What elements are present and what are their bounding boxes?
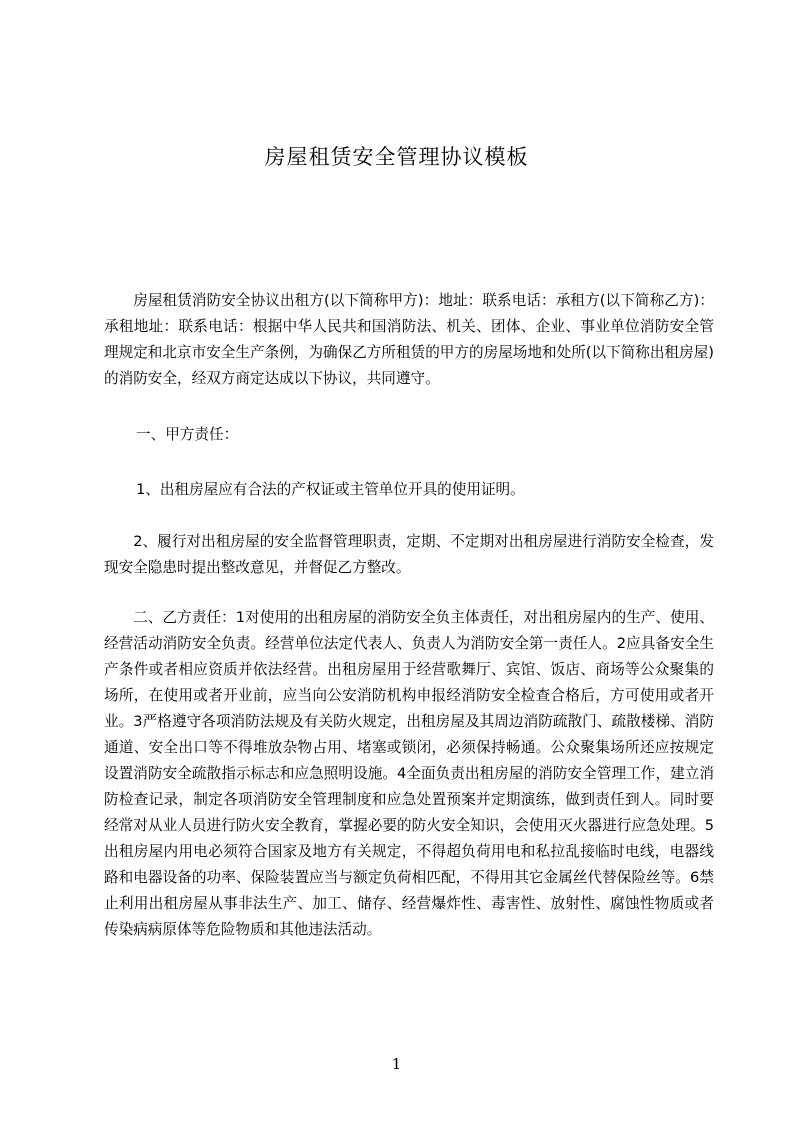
page-number: 1 (391, 1055, 402, 1073)
section-b-paragraph: 二、乙方责任：1对使用的出租房屋的消防安全负主体责任，对出租房屋内的生产、使用、经营活动消防安全负责。经营单位法定代表人、负责人为消防安全第一责任人。2应具备安全生产条件或者相应资质并依法经营。出租房屋用于经营歌舞厅、宾馆、饭店、商场等公众聚集的场所，在使用或者开业前，应当向公安消防机构申报经消防安全检查合格后，方可使用或者开业。3严格遵守各项消防法规及有关防火规定，出租房屋及其周边消防疏散门、疏散楼梯、消防通道、安全出口等不得堆放杂物占用、堵塞或锁闭，必须保持畅通。公众聚集场所还应按规定设置消防安全疏散指示标志和应急照明设施。4全面负责出租房屋的消防安全管理工作，建立消防检查记录，制定各项消防安全管理制度和应急处置预案并定期演练，做到责任到人。同时要经常对从业人员进行防火安全教育，掌握必要的防火安全知识，会使用灭火器进行应急处理。5出租房屋内用电必须符合国家及地方有关规定，不得超负荷用电和私拉乱接临时电线，电器线路和电器设备的功率、保险装置应当与额定负荷相匹配，不得用其它金属丝代替保险丝等。6禁止利用出租房屋从事非法生产、加工、储存、经营爆炸性、毒害性、放射性、腐蚀性物质或者传染病病原体等危险物质和其他违法活动。 (104, 609, 714, 938)
intro-paragraph: 房屋租赁消防安全协议出租方(以下简称甲方)：地址：联系电话：承租方(以下简称乙方)：承租地址：联系电话：根据中华人民共和国消防法、机关、团体、企业、事业单位消防安全管理规定和北京市安全生产条例，为确保乙方所租赁的甲方的房屋场地和处所(以下简称出租房屋)的消防安全，经双方商定达成以下协议，共同遵守。 (104, 292, 714, 387)
document-title: 房屋租赁安全管理协议模板 (264, 145, 529, 169)
section-a-item-1: 1、出租房屋应有合法的产权证或主管单位开具的使用证明。 (136, 481, 525, 498)
section-a-heading: 一、甲方责任： (136, 426, 239, 443)
section-a-item-2: 2、履行对出租房屋的安全监督管理职责，定期、不定期对出租房屋进行消防安全检查，发现安全隐患时提出整改意见，并督促乙方整改。 (104, 533, 714, 576)
